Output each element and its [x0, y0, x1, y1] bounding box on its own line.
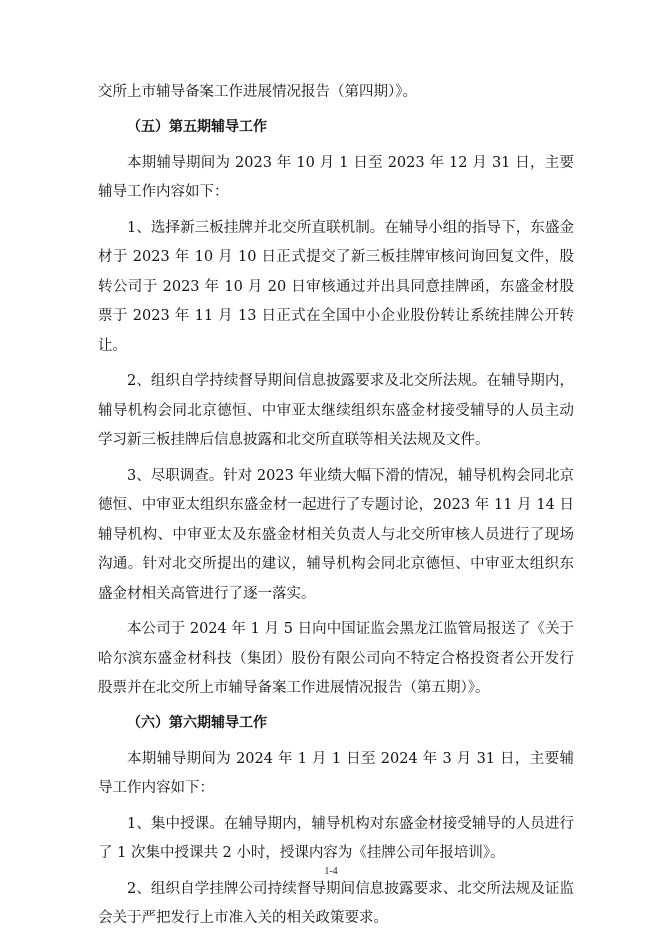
- section6-item2: 2、组织自学挂牌公司持续督导期间信息披露要求、北交所法规及证监会关于严把发行上市准入关的相关政策要求。: [98, 880, 574, 926]
- section5-item2: 2、组织自学持续督导期间信息披露要求及北交所法规。在辅导期内，辅导机构会同北京德恒、中审亚太继续组织东盛金材接受辅导的人员主动学习新三板挂牌后信息披露和北交所直联等相关法规及文件。: [98, 373, 574, 448]
- intro-continuation: 交所上市辅导备案工作进展情况报告（第四期）》。: [98, 84, 417, 100]
- section5-item1: 1、选择新三板挂牌并北交所直联机制。在辅导小组的指导下，东盛金材于 2023 年 10 月 10 日正式提交了新三板挂牌审核问询回复文件，股转公司于 2023 年 10 月 20 日审核通过并出具同意挂牌函，东盛金材股票于 2023 年 11 月 13 日正式在全国中小企业股份转让系统挂牌公开转让。: [98, 219, 574, 354]
- body-text: [98, 78, 574, 934]
- section5-heading: （五）第五期辅导工作: [127, 118, 267, 135]
- section6-heading: （六）第六期辅导工作: [127, 714, 267, 731]
- section6-item1: 1、集中授课。在辅导期内，辅导机构对东盛金材接受辅导的人员进行了 1 次集中授课共 2 小时，授课内容为《挂牌公司年报培训》。: [98, 815, 574, 861]
- section5-report: 本公司于 2024 年 1 月 5 日向中国证监会黑龙江监管局报送了《关于哈尔滨东盛金材科技（集团）股份有限公司向不特定合格投资者公开发行股票并在北交所上市辅导备案工作进展情况报告（第五期）》。: [98, 621, 574, 696]
- section5-item3: 3、尽职调查。针对 2023 年业绩大幅下滑的情况，辅导机构会同北京德恒、中审亚太组织东盛金材一起进行了专题讨论，2023 年 11 月 14 日辅导机构、中审亚太及东盛金材相关负责人与北交所审核人员进行了现场沟通。针对北交所提出的建议，辅导机构会同北京德恒、中审亚太组织东盛金材相关高管进行了逐一落实。: [98, 467, 574, 602]
- page-number: 1-4: [324, 866, 338, 877]
- section5-period: 本期辅导期间为 2023 年 10 月 1 日至 2023 年 12 月 31 日，主要辅导工作内容如下：: [98, 154, 574, 200]
- section6-period: 本期辅导期间为 2024 年 1 月 1 日至 2024 年 3 月 31 日，主要辅导工作内容如下：: [98, 750, 574, 796]
